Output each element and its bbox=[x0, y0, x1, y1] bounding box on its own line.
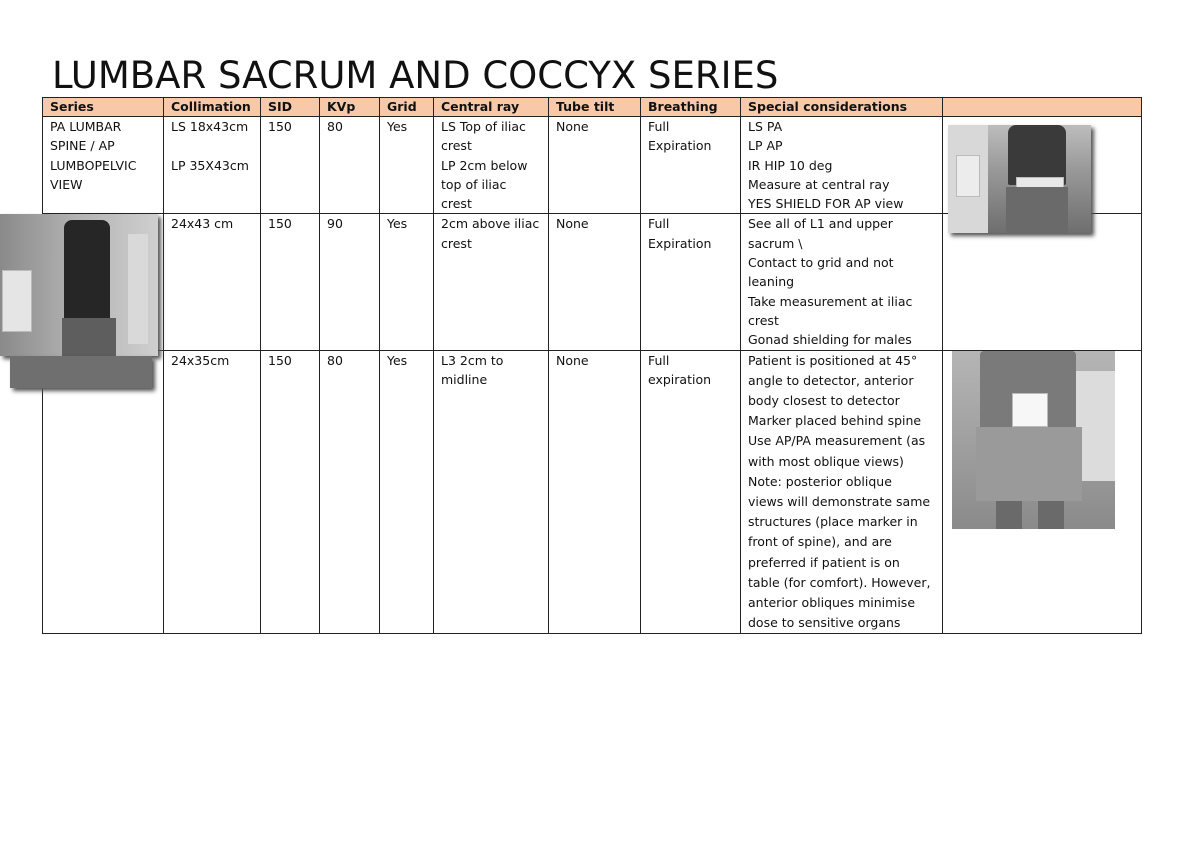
photo-lateral-lumbar-base bbox=[10, 356, 152, 388]
cell-sid: 150 bbox=[261, 214, 320, 350]
control-panel-image bbox=[956, 155, 980, 197]
cell-breathing: Full Expiration bbox=[641, 117, 741, 214]
cell-series bbox=[43, 350, 164, 634]
cell-grid: Yes bbox=[380, 117, 434, 214]
cell-tube-tilt: None bbox=[549, 214, 641, 350]
detector-stand-image bbox=[128, 234, 148, 344]
page-title: LUMBAR SACRUM AND COCCYX SERIES bbox=[52, 54, 779, 97]
cell-image bbox=[943, 214, 1142, 350]
header-special-considerations: Special considerations bbox=[741, 98, 943, 117]
table-header-row bbox=[43, 98, 1142, 117]
cell-breathing: Full Expiration bbox=[641, 214, 741, 350]
header-series: Series bbox=[43, 98, 164, 117]
photo-pa-lumbar bbox=[948, 125, 1091, 233]
cell-central-ray: 2cm above iliac crest bbox=[434, 214, 549, 350]
cell-special-considerations: See all of L1 and upper sacrum \ Contact to grid and not leaning Take measurement at iliac crest Gonad shielding for males bbox=[741, 214, 943, 350]
patient-shorts-image bbox=[62, 318, 116, 356]
cell-collimation: LS 18x43cm LP 35X43cm bbox=[164, 117, 261, 214]
header-kvp: KVp bbox=[320, 98, 380, 117]
cell-central-ray: L3 2cm to midline bbox=[434, 350, 549, 634]
cell-tube-tilt: None bbox=[549, 350, 641, 634]
cell-kvp: 80 bbox=[320, 117, 380, 214]
header-central-ray: Central ray bbox=[434, 98, 549, 117]
header-image bbox=[943, 98, 1142, 117]
patient-shorts-image bbox=[1006, 187, 1068, 233]
cell-kvp: 80 bbox=[320, 350, 380, 634]
cell-central-ray: LS Top of iliac crest LP 2cm below top of iliac crest bbox=[434, 117, 549, 214]
patient-shorts-image bbox=[976, 427, 1082, 501]
cell-sid: 150 bbox=[261, 350, 320, 634]
cell-tube-tilt: None bbox=[549, 117, 641, 214]
photo-anterior-oblique bbox=[952, 351, 1115, 529]
cell-sid: 150 bbox=[261, 117, 320, 214]
patient-torso-image bbox=[1008, 125, 1066, 185]
header-sid: SID bbox=[261, 98, 320, 117]
cell-special-considerations: LS PA LP AP IR HIP 10 deg Measure at central ray YES SHIELD FOR AP view bbox=[741, 117, 943, 214]
cell-kvp: 90 bbox=[320, 214, 380, 350]
cell-breathing: Full expiration bbox=[641, 350, 741, 634]
header-tube-tilt: Tube tilt bbox=[549, 98, 641, 117]
photo-lateral-lumbar bbox=[0, 214, 158, 356]
patient-leg-left-image bbox=[996, 501, 1022, 529]
cell-collimation: 24x35cm bbox=[164, 350, 261, 634]
patient-torso-image bbox=[64, 220, 110, 320]
cell-collimation: 24x43 cm bbox=[164, 214, 261, 350]
marker-patch-image bbox=[1012, 393, 1048, 427]
header-collimation: Collimation bbox=[164, 98, 261, 117]
header-grid: Grid bbox=[380, 98, 434, 117]
control-panel-image bbox=[2, 270, 32, 332]
cell-series: PA LUMBAR SPINE / AP LUMBOPELVIC VIEW bbox=[43, 117, 164, 214]
table-row bbox=[43, 214, 1142, 350]
cell-special-considerations: Patient is positioned at 45° angle to detector, anterior body closest to detector Marker placed behind spine Use AP/PA measurement (as with most oblique views) Note: posterior oblique views will demonstrate same structures (place marker in front of spine), and are preferred if patient is on table (for comfort). However, anterior obliques minimise dose to sensitive organs bbox=[741, 350, 943, 634]
patient-leg-right-image bbox=[1038, 501, 1064, 529]
cell-grid: Yes bbox=[380, 350, 434, 634]
header-breathing: Breathing bbox=[641, 98, 741, 117]
cell-grid: Yes bbox=[380, 214, 434, 350]
